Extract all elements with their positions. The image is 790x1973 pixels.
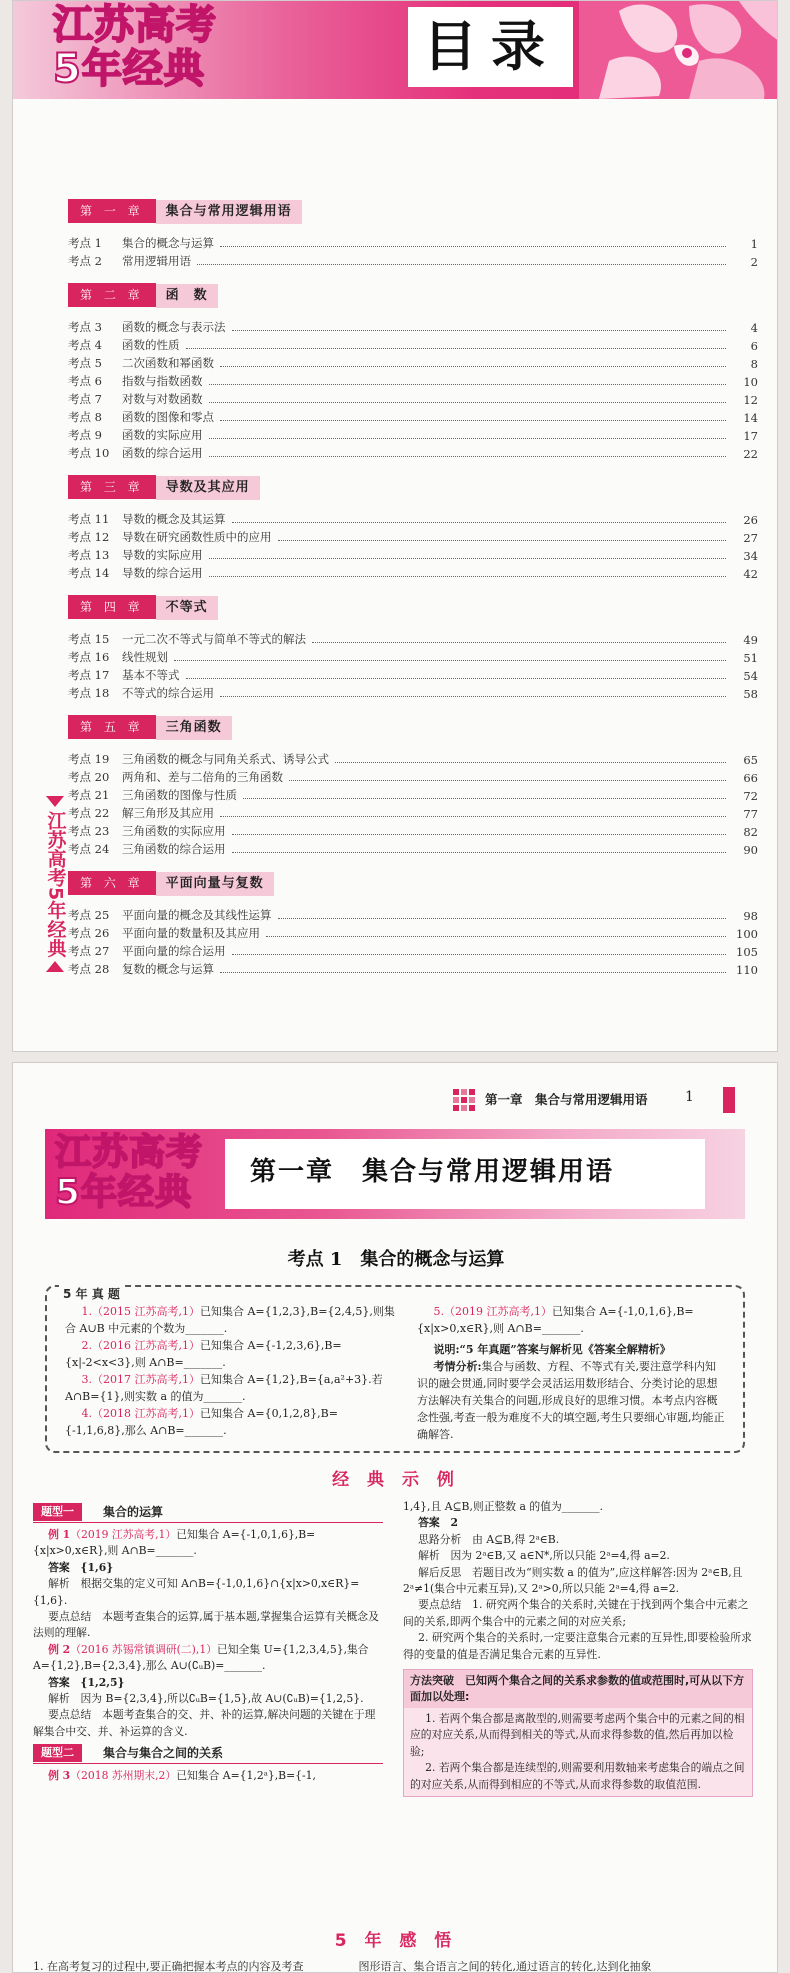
toc-entry-title: 复数的概念与运算 xyxy=(122,962,214,976)
toc-entry[interactable] xyxy=(68,563,758,581)
chapter-header xyxy=(68,595,758,619)
contents-banner xyxy=(13,1,778,99)
left-column xyxy=(33,1499,383,1785)
toc-entry-page: 2 xyxy=(750,255,758,269)
exam-questions-left xyxy=(65,1303,395,1439)
example-3-reflection: 解后反思 若题目改为“则实数 a 的值为”,应这样解答:因为 2ᵃ∈B,且 2ᵃ≠1(集合中元素互异),又 2ᵃ>0,所以只能 2ᵃ=4,得 a=2. xyxy=(403,1565,743,1596)
toc-entry-number: 考点 15 xyxy=(68,632,110,646)
method-point-2: 2. 若两个集合都是连续型的,则需要利用数轴来考虑集合的端点之间的对应关系,从而得到相应的不等式,从而求得参数的取值范围. xyxy=(410,1761,745,1791)
toc-entry-number: 考点 17 xyxy=(68,668,110,682)
toc-leader-dots xyxy=(232,852,727,853)
toc-leader-dots xyxy=(220,246,726,247)
toc-entry[interactable] xyxy=(68,821,758,839)
toc-leader-dots xyxy=(220,366,726,367)
contents-title: 目录 xyxy=(423,14,559,78)
squares-icon xyxy=(453,1089,477,1111)
example-2-answer: 答案 {1,2,5} xyxy=(48,1675,125,1689)
brand-line-1: 江苏高考 xyxy=(55,1132,204,1173)
toc-entry[interactable] xyxy=(68,353,758,371)
chapter-header xyxy=(68,871,758,895)
toc-entry-page: 72 xyxy=(743,789,758,803)
toc-entry[interactable] xyxy=(68,371,758,389)
toc-entry[interactable] xyxy=(68,317,758,335)
type-tag: 题型二 xyxy=(33,1744,82,1762)
toc-entry[interactable] xyxy=(68,767,758,785)
example-3-analysis: 解析 因为 2ᵃ∈B,又 a∈N*,所以只能 2ᵃ=4,得 a=2. xyxy=(418,1549,670,1563)
running-header xyxy=(453,1087,743,1113)
toc-entry-page: 22 xyxy=(743,447,758,461)
toc-entry-number: 考点 4 xyxy=(68,338,102,352)
type-tag: 题型一 xyxy=(33,1503,82,1521)
question-type-bar xyxy=(33,1744,383,1762)
down-arrow-icon xyxy=(46,796,64,807)
toc-entry-title: 不等式的综合运用 xyxy=(122,686,214,700)
toc-entry-title: 导数在研究函数性质中的应用 xyxy=(122,530,272,544)
toc-leader-dots xyxy=(335,762,726,763)
chapter-name: 集合与常用逻辑用语 xyxy=(156,200,302,224)
example-3-answer: 答案 2 xyxy=(418,1516,459,1530)
toc-entry-title: 集合的概念与运算 xyxy=(122,236,214,250)
example-2: 例 2（2016 苏锡常镇调研(二),1）已知全集 U={1,2,3,4,5},集合 A={1,2},B={2,3,4},那么 A∪(∁ᵤB)=_______. xyxy=(33,1642,369,1673)
method-box xyxy=(403,1669,753,1797)
toc-entry-page: 49 xyxy=(743,633,758,647)
toc-entry-page: 12 xyxy=(743,393,758,407)
toc-entry-number: 考点 2 xyxy=(68,254,102,268)
brand-line-1: 江苏高考 xyxy=(53,2,217,48)
toc-leader-dots xyxy=(312,642,726,643)
toc-leader-dots xyxy=(186,678,727,679)
toc-leader-dots xyxy=(220,972,726,973)
toc-entry-page: 65 xyxy=(743,753,758,767)
toc-entry[interactable] xyxy=(68,509,758,527)
toc-leader-dots xyxy=(209,402,727,403)
insights-text: 1. 在高考复习的过程中,要正确把握本考点的内容及考查 图形语言、集合语言之间的转化,通过语言的转化,达到化抽象 xyxy=(33,1960,652,1973)
toc-entry-title: 指数与指数函数 xyxy=(122,374,203,388)
toc-leader-dots xyxy=(232,330,727,331)
toc-entry-page: 66 xyxy=(743,771,758,785)
toc-entry-number: 考点 21 xyxy=(68,788,110,802)
example-2-analysis: 解析 因为 B={2,3,4},所以∁ᵤB={1,5},故 A∪(∁ᵤB)={1,2,5}. xyxy=(48,1692,364,1706)
toc-entry-title: 导数的概念及其运算 xyxy=(122,512,226,526)
chapter-page xyxy=(12,1062,778,1973)
toc-entry-number: 考点 7 xyxy=(68,392,102,406)
toc-entry-page: 90 xyxy=(743,843,758,857)
toc-entry-number: 考点 14 xyxy=(68,566,110,580)
chapter-number: 第 五 章 xyxy=(68,715,156,739)
toc-entry-number: 考点 18 xyxy=(68,686,110,700)
toc-entry-title: 函数的概念与表示法 xyxy=(122,320,226,334)
toc-entry-title: 基本不等式 xyxy=(122,668,180,682)
toc-entry-number: 考点 8 xyxy=(68,410,102,424)
toc-entry-title: 三角函数的综合运用 xyxy=(122,842,226,856)
exam-question: 1.（2015 江苏高考,1）已知集合 A={1,2,3},B={2,4,5},则集合 A∪B 中元素的个数为_______. xyxy=(65,1305,395,1335)
example-3-summary-2: 2. 研究两个集合的关系时,一定要注意集合元素的互异性,即要检验所求得的变量的值是否满足集合元素的互异性. xyxy=(403,1631,752,1661)
toc-entry-title: 对数与对数函数 xyxy=(122,392,203,406)
toc-entry[interactable] xyxy=(68,959,758,977)
chapter-section xyxy=(68,595,758,701)
toc-entry-title: 平面向量的数量积及其应用 xyxy=(122,926,260,940)
up-arrow-icon xyxy=(46,961,64,972)
example-3-summary-1: 要点总结 1. 研究两个集合的关系时,关键在于找到两个集合中元素之间的关系,即两个集合中的元素之间的对应关系; xyxy=(403,1598,749,1628)
toc-entry-title: 常用逻辑用语 xyxy=(122,254,191,268)
exam-question: 2.（2016 江苏高考,1）已知集合 A={-1,2,3,6},B={x|-2<x<3},则 A∩B=_______. xyxy=(65,1339,342,1369)
toc-leader-dots xyxy=(220,696,726,697)
exam-question: 5.（2019 江苏高考,1）已知集合 A={-1,0,1,6},B={x|x>0,x∈R},则 A∩B=_______. xyxy=(417,1305,694,1335)
toc-entry-title: 一元二次不等式与简单不等式的解法 xyxy=(122,632,306,646)
toc-entry-title: 函数的实际应用 xyxy=(122,428,203,442)
contents-page xyxy=(12,0,778,1052)
chapter-section xyxy=(68,871,758,977)
toc-leader-dots xyxy=(243,798,726,799)
toc-entry-number: 考点 27 xyxy=(68,944,110,958)
toc-entry[interactable] xyxy=(68,785,758,803)
toc-leader-dots xyxy=(278,918,727,919)
toc-leader-dots xyxy=(220,420,726,421)
example-3-thinking: 思路分析 由 A⊆B,得 2ᵃ∈B. xyxy=(418,1532,560,1546)
toc-entry[interactable] xyxy=(68,527,758,545)
example-2-summary: 要点总结 本题考查集合的交、并、补的运算,解决问题的关键在于理解集合中交、并、补运算的含义. xyxy=(33,1708,376,1738)
toc-entry-page: 82 xyxy=(743,825,758,839)
toc-entry-page: 98 xyxy=(743,909,758,923)
contents-list xyxy=(68,199,758,991)
side-label-text: 江苏高考5年经典 xyxy=(44,811,67,958)
example-3: 例 3（2018 苏州期末,2）已知集合 A={1,2ᵃ},B={-1, xyxy=(48,1769,316,1783)
example-1-analysis: 解析 根据交集的定义可知 A∩B={-1,0,1,6}∩{x|x>0,x∈R}={1,6}. xyxy=(33,1577,360,1607)
flower-decoration xyxy=(579,1,778,99)
chapter-name: 平面向量与复数 xyxy=(156,872,274,896)
toc-leader-dots xyxy=(209,558,727,559)
toc-entry-title: 两角和、差与二倍角的三角函数 xyxy=(122,770,283,784)
toc-entry-number: 考点 11 xyxy=(68,512,110,526)
toc-entry[interactable] xyxy=(68,941,758,959)
type-name: 集合的运算 xyxy=(103,1505,164,1519)
toc-entry-page: 77 xyxy=(743,807,758,821)
toc-leader-dots xyxy=(232,954,727,955)
header-bar xyxy=(723,1087,735,1113)
toc-entry-number: 考点 28 xyxy=(68,962,110,976)
chapter-section xyxy=(68,283,758,461)
toc-entry-page: 26 xyxy=(743,513,758,527)
toc-entry[interactable] xyxy=(68,629,758,647)
method-heading: 方法突破 已知两个集合之间的关系求参数的值或范围时,可从以下方面加以处理: xyxy=(404,1670,752,1708)
toc-entry-title: 线性规划 xyxy=(122,650,168,664)
chapter-number: 第 三 章 xyxy=(68,475,156,499)
chapter-header xyxy=(68,199,758,223)
flower-icon xyxy=(579,1,778,99)
toc-leader-dots xyxy=(266,936,726,937)
toc-entry-number: 考点 12 xyxy=(68,530,110,544)
method-body xyxy=(404,1708,752,1796)
toc-leader-dots xyxy=(186,348,727,349)
toc-leader-dots xyxy=(209,456,727,457)
toc-entry[interactable] xyxy=(68,683,758,701)
toc-entry[interactable] xyxy=(68,545,758,563)
toc-entry-number: 考点 10 xyxy=(68,446,110,460)
page-number: 1 xyxy=(685,1089,694,1105)
toc-leader-dots xyxy=(278,540,727,541)
toc-entry[interactable] xyxy=(68,803,758,821)
toc-entry-title: 平面向量的综合运用 xyxy=(122,944,226,958)
example-1-summary: 要点总结 本题考查集合的运算,属于基本题,掌握集合运算有关概念及法则的理解. xyxy=(33,1610,379,1640)
chapter-number: 第 二 章 xyxy=(68,283,156,307)
toc-entry-number: 考点 19 xyxy=(68,752,110,766)
chapter-name: 三角函数 xyxy=(156,716,232,740)
type-name: 集合与集合之间的关系 xyxy=(103,1746,224,1761)
answer-note: 说明:“5 年真题”答案与解析见《答案全解精析》 xyxy=(433,1343,671,1356)
toc-leader-dots xyxy=(209,438,727,439)
toc-entry[interactable] xyxy=(68,251,758,269)
toc-entry-page: 27 xyxy=(743,531,758,545)
toc-entry-number: 考点 1 xyxy=(68,236,102,250)
toc-entry-number: 考点 9 xyxy=(68,428,102,442)
brand-line-2: 5年经典 xyxy=(55,1172,193,1213)
toc-entry-title: 三角函数的概念与同角关系式、诱导公式 xyxy=(122,752,329,766)
chapter-banner xyxy=(45,1129,745,1219)
toc-entry[interactable] xyxy=(68,443,758,461)
chapter-section xyxy=(68,199,758,269)
chapter-number: 第 四 章 xyxy=(68,595,156,619)
toc-entry-title: 三角函数的实际应用 xyxy=(122,824,226,838)
toc-entry-page: 4 xyxy=(750,321,758,335)
toc-entry-title: 三角函数的图像与性质 xyxy=(122,788,237,802)
section-heading: 考点 1 集合的概念与运算 xyxy=(287,1249,505,1270)
toc-entry-page: 17 xyxy=(743,429,758,443)
exam-box-heading: 5 年 真 题 xyxy=(59,1285,124,1302)
chapter-number: 第 一 章 xyxy=(68,199,156,223)
toc-entry-page: 42 xyxy=(743,567,758,581)
example-3-continued: 1,4},且 A⊆B,则正整数 a 的值为_______. xyxy=(403,1500,604,1513)
toc-entry-number: 考点 25 xyxy=(68,908,110,922)
right-column xyxy=(403,1499,753,1797)
toc-entry[interactable] xyxy=(68,665,758,683)
toc-entry-number: 考点 6 xyxy=(68,374,102,388)
toc-entry-title: 函数的综合运用 xyxy=(122,446,203,460)
toc-leader-dots xyxy=(232,522,727,523)
toc-leader-dots xyxy=(209,576,727,577)
toc-entry-number: 考点 24 xyxy=(68,842,110,856)
toc-entry-page: 100 xyxy=(736,927,758,941)
toc-entry-title: 导数的综合运用 xyxy=(122,566,203,580)
chapter-header xyxy=(68,715,758,739)
question-type-bar xyxy=(33,1503,383,1521)
toc-entry-page: 14 xyxy=(743,411,758,425)
chapter-section xyxy=(68,715,758,857)
toc-entry-number: 考点 16 xyxy=(68,650,110,664)
chapter-name: 不等式 xyxy=(156,596,218,620)
toc-entry[interactable] xyxy=(68,335,758,353)
toc-entry[interactable] xyxy=(68,905,758,923)
toc-leader-dots xyxy=(209,384,727,385)
chapter-number: 第 六 章 xyxy=(68,871,156,895)
toc-entry-page: 8 xyxy=(750,357,758,371)
toc-entry-page: 105 xyxy=(736,945,758,959)
toc-entry-page: 58 xyxy=(743,687,758,701)
toc-entry-number: 考点 5 xyxy=(68,356,102,370)
toc-entry-title: 平面向量的概念及其线性运算 xyxy=(122,908,272,922)
exam-question: 3.（2017 江苏高考,1）已知集合 A={1,2},B={a,a²+3}.若 A∩B={1},则实数 a 的值为_______. xyxy=(65,1373,383,1403)
five-year-exam-box xyxy=(45,1285,745,1453)
chapter-header xyxy=(68,283,758,307)
toc-entry-number: 考点 3 xyxy=(68,320,102,334)
toc-entry-number: 考点 13 xyxy=(68,548,110,562)
toc-entry-title: 导数的实际应用 xyxy=(122,548,203,562)
toc-leader-dots xyxy=(197,264,726,265)
toc-entry-title: 二次函数和幂函数 xyxy=(122,356,214,370)
method-point-1: 1. 若两个集合都是离散型的,则需要考虑两个集合中的元素之间的相应的对应关系,从而得到相关的等式,从而求得参数的值,然后再加以检验; xyxy=(410,1712,745,1758)
toc-entry-number: 考点 22 xyxy=(68,806,110,820)
insights-heading: 5 年 感 悟 xyxy=(334,1931,458,1951)
toc-entry-page: 1 xyxy=(750,237,758,251)
classic-examples-heading: 经 典 示 例 xyxy=(332,1470,460,1490)
chapter-name: 导数及其应用 xyxy=(156,476,260,500)
toc-leader-dots xyxy=(232,834,727,835)
example-1: 例 1（2019 江苏高考,1）已知集合 A={-1,0,1,6},B={x|x>0,x∈R},则 A∩B=_______. xyxy=(33,1528,316,1558)
toc-entry-title: 解三角形及其应用 xyxy=(122,806,214,820)
toc-entry-number: 考点 23 xyxy=(68,824,110,838)
toc-entry[interactable] xyxy=(68,407,758,425)
toc-entry-page: 54 xyxy=(743,669,758,683)
exam-analysis: 考情分析:集合与函数、方程、不等式有关,要注意学科内知识的融会贯通,同时要学会灵活运用数形结合、分类讨论的思想方法解决有关集合的问题,形成良好的思维习惯。本考点内容概念性强,考查一般为难度不大的填空题,考生只要细心审题,均能正确解答. xyxy=(417,1360,725,1441)
running-header-title: 第一章 集合与常用逻辑用语 xyxy=(485,1092,648,1107)
toc-entry-title: 函数的性质 xyxy=(122,338,180,352)
toc-entry[interactable] xyxy=(68,425,758,443)
toc-entry[interactable] xyxy=(68,839,758,857)
example-1-answer: 答案 {1,6} xyxy=(48,1560,114,1574)
chapter-title: 第一章 集合与常用逻辑用语 xyxy=(250,1157,615,1187)
toc-leader-dots xyxy=(289,780,726,781)
exam-question: 4.（2018 江苏高考,1）已知集合 A={0,1,2,8},B={-1,1,6,8},那么 A∩B=_______. xyxy=(65,1407,338,1437)
toc-entry-title: 函数的图像和零点 xyxy=(122,410,214,424)
toc-entry[interactable] xyxy=(68,923,758,941)
brand-line-2: 5年经典 xyxy=(53,46,205,92)
toc-entry-page: 110 xyxy=(736,963,758,977)
toc-entry[interactable] xyxy=(68,749,758,767)
toc-entry[interactable] xyxy=(68,389,758,407)
toc-entry-page: 34 xyxy=(743,549,758,563)
toc-leader-dots xyxy=(174,660,726,661)
toc-leader-dots xyxy=(220,816,726,817)
brand-logo xyxy=(53,3,223,95)
side-label xyxy=(39,796,71,972)
chapter-name: 函 数 xyxy=(156,284,218,308)
toc-entry-number: 考点 26 xyxy=(68,926,110,940)
toc-entry[interactable] xyxy=(68,647,758,665)
toc-entry[interactable] xyxy=(68,233,758,251)
toc-entry-page: 6 xyxy=(750,339,758,353)
brand-logo xyxy=(55,1133,203,1213)
toc-entry-number: 考点 20 xyxy=(68,770,110,784)
toc-entry-page: 10 xyxy=(743,375,758,389)
exam-questions-right xyxy=(417,1303,727,1443)
chapter-section xyxy=(68,475,758,581)
toc-entry-page: 51 xyxy=(743,651,758,665)
chapter-header xyxy=(68,475,758,499)
